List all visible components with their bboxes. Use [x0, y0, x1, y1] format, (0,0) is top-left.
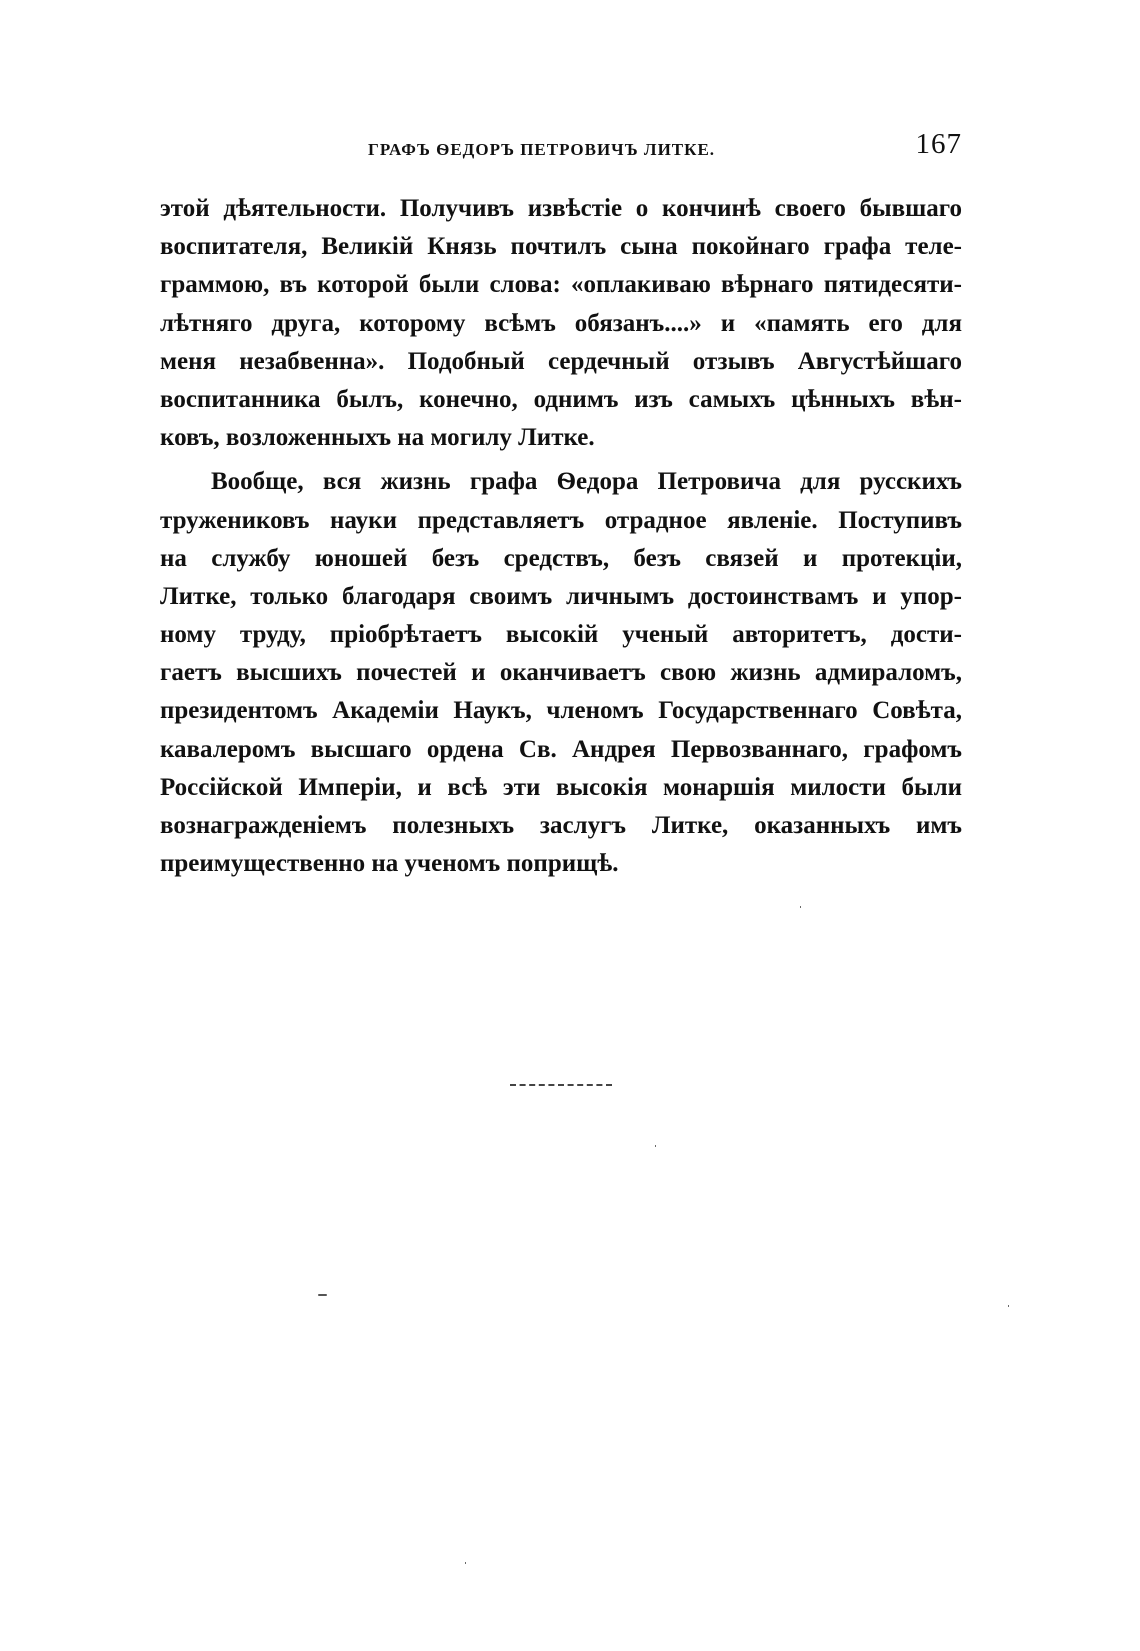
text-line: гаетъ высшихъ почестей и оканчиваетъ свою жизнь адмираломъ,	[160, 659, 962, 687]
print-speck	[800, 906, 801, 908]
text-line: президентомъ Академіи Наукъ, членомъ Государственнаго Совѣта,	[160, 697, 962, 725]
page-number: 167	[915, 128, 962, 160]
text-line: воспитанника былъ, конечно, однимъ изъ самыхъ цѣнныхъ вѣн-	[160, 385, 962, 413]
page-header	[160, 128, 962, 168]
section-end-rule	[510, 1084, 612, 1086]
text-line: меня незабвенна». Подобный сердечный отзывъ Августѣйшаго	[160, 347, 962, 375]
text-line: вознагражденіемъ полезныхъ заслугъ Литке, оказанныхъ имъ	[160, 812, 962, 839]
text-line: Россійской Имперіи, и всѣ эти высокія монаршія милости были	[160, 773, 962, 801]
print-speck	[1008, 1305, 1009, 1307]
text-line: лѣтняго друга, которому всѣмъ обязанъ....» и «память его для	[160, 309, 962, 337]
text-line: преимущественно на ученомъ поприщѣ.	[160, 850, 619, 878]
text-line: на службу юношей безъ средствъ, безъ связей и протекціи,	[160, 544, 962, 572]
paragraph-1	[160, 190, 962, 457]
print-speck	[465, 1562, 466, 1564]
print-speck	[318, 1294, 327, 1296]
print-speck	[655, 1145, 656, 1147]
body-text	[160, 190, 962, 883]
text-line: ковъ, возложенныхъ на могилу Литке.	[160, 424, 595, 452]
text-line: кавалеромъ высшаго ордена Св. Андрея Первозваннаго, графомъ	[160, 735, 962, 763]
running-head: ГРАФЪ ѲЕДОРЪ ПЕТРОВИЧЪ ЛИТКЕ.	[368, 140, 716, 159]
text-line: Литке, только благодаря своимъ личнымъ достоинствамъ и упор-	[160, 582, 962, 610]
text-line: ному труду, пріобрѣтаетъ высокій ученый авторитетъ, дости-	[160, 621, 962, 649]
paragraph-2	[160, 463, 962, 883]
text-line: воспитателя, Великій Князь почтилъ сына покойнаго графа теле-	[160, 233, 962, 261]
text-line: граммою, въ которой были слова: «оплакиваю вѣрнаго пятидесяти-	[160, 271, 962, 299]
text-line: тружениковъ науки представляетъ отрадное явленіе. Поступивъ	[160, 506, 962, 534]
text-line: Вообще, вся жизнь графа Ѳедора Петровича для русскихъ	[211, 468, 962, 496]
text-line: этой дѣятельности. Получивъ извѣстіе о кончинѣ своего бывшаго	[160, 195, 962, 222]
